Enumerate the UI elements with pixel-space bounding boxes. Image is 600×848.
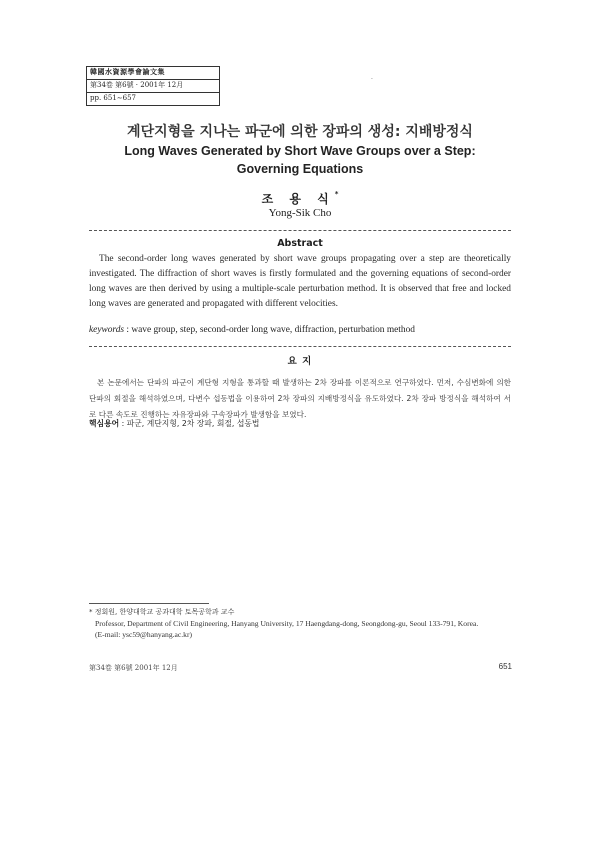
footnote xyxy=(89,607,519,640)
abstract-keywords xyxy=(89,325,511,335)
abstract-text: The second-order long waves generated by short wave groups propagating over a step are theoretically investigated. The diffraction of short waves is firstly formulated and the governing equations of second-order long waves are then derived by using a multiple-scale perturbation method. It is observed that free and locked long waves are generated and propagated with different velocities. xyxy=(89,254,511,309)
footnote-rule xyxy=(89,603,209,604)
yoji-keywords xyxy=(89,418,259,429)
journal-volume-issue: 第34卷 第6號 · 2001年 12月 xyxy=(87,80,219,93)
title-english: Long Waves Generated by Short Wave Groups over a Step: Governing Equations xyxy=(124,144,476,176)
journal-info-box xyxy=(86,66,220,106)
yoji-keywords-label: 핵심용어 xyxy=(89,419,120,428)
yoji-body xyxy=(89,375,511,423)
page-number: 651 xyxy=(498,662,512,671)
divider-middle xyxy=(89,346,511,347)
author-korean-text: 조 용 식 xyxy=(261,192,335,206)
footnote-affiliation-english: Professor, Department of Civil Engineering, Hanyang University, 17 Haengdang-dong, Seongdong-gu, Seoul 133-791, Korea. xyxy=(95,619,479,628)
page-footer-left: 第34卷 第6號 2001年 12月 xyxy=(89,664,178,672)
footnote-affiliation-korean: * 정회원, 한양대학교 공과대학 토목공학과 교수 xyxy=(89,608,235,616)
author-name-korean xyxy=(0,190,600,207)
yoji-text: 본 논문에서는 단파의 파군이 계단형 지형을 통과할 때 발생하는 2차 장파를 이론적으로 연구하였다. 먼저, 수심변화에 의한 단파의 회절을 해석하였으며, 다변수 섭동법을 이용하여 2차 장파의 지배방정식을 유도하였다. 2차 장파 방정식을 해석하여 서로 다른 속도로 진행하는 자유장파와 구속장파가 발생함을 보였다. xyxy=(89,378,511,419)
scan-speck: · xyxy=(371,76,373,83)
journal-pages: pp. 651∼657 xyxy=(90,94,136,102)
title-korean: 계단지형을 지나는 파군에 의한 장파의 생성: 지배방정식 xyxy=(127,124,473,140)
journal-name: 韓國水資源學會論文集 xyxy=(87,67,219,80)
author-footnote-mark: * xyxy=(334,190,339,198)
keywords-label: keywords xyxy=(89,325,125,335)
abstract-body xyxy=(89,252,511,312)
abstract-heading: Abstract xyxy=(277,238,323,249)
yoji-keywords-list: : 파군, 계단지형, 2차 장파, 회절, 섭동법 xyxy=(119,419,260,428)
keywords-list: : wave group, step, second-order long wave, diffraction, perturbation method xyxy=(124,325,415,335)
author-name-english: Yong-Sik Cho xyxy=(268,207,332,219)
divider-top xyxy=(89,230,511,231)
footnote-email: (E-mail: ysc59@hanyang.ac.kr) xyxy=(95,630,193,639)
yoji-heading: 요 지 xyxy=(287,356,313,367)
